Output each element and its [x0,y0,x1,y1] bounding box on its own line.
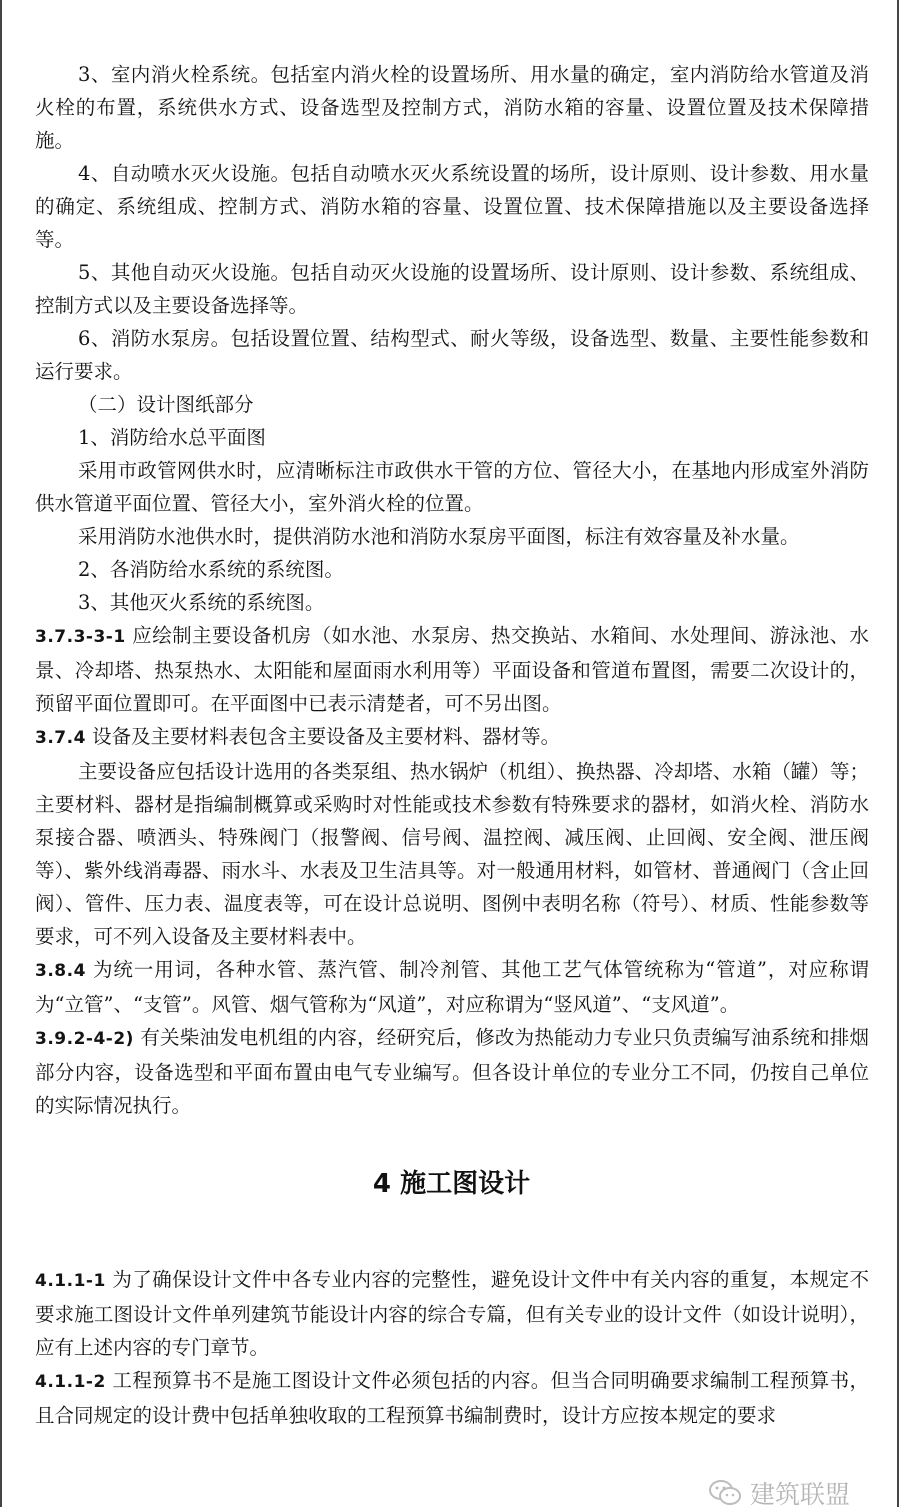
numbered-clause [35,619,869,720]
paragraph: 4、自动喷水灭火设施。包括自动喷水灭火系统设置的场所，设计原则、设计参数、用水量的确定、系统组成、控制方式、消防水箱的容量、设置位置、技术保障措施以及主要设备选择等。 [35,162,869,251]
watermark-text: 建筑联盟 [750,1480,851,1509]
numbered-clause [35,1021,869,1122]
clause-text: 有关柴油发电机组的内容，经研究后，修改为热能动力专业只负责编写油系统和排烟部分内容，设备选型和平面布置由电气专业编写。但各设计单位的专业分工不同，仍按自己单位的实际情况执行。 [35,1026,869,1117]
numbered-clause [35,1364,869,1432]
clause-text: 设备及主要材料表包含主要设备及主要材料、器材等。 [85,725,561,748]
clause-text: 为了确保设计文件中各专业内容的完整性，避免设计文件中有关内容的重复，本规定不要求施工图设计文件单列建筑节能设计内容的综合专篇，但有关专业的设计文件（如设计说明），应有上述内容的专门章节。 [35,1268,869,1359]
clause-number: 3.7.4 [35,728,86,748]
clause-number: 3.7.3-3-1 [35,627,126,647]
paragraph: 主要设备应包括设计选用的各类泵组、热水锅炉（机组）、换热器、冷却塔、水箱（罐）等；主要材料、器材是指编制概算或采购时对性能或技术参数有特殊要求的器材，如消火栓、消防水泵接合器、喷洒头、特殊阀门（报警阀、信号阀、温控阀、减压阀、止回阀、安全阀、泄压阀等）、紫外线消毒器、雨水斗、水表及卫生洁具等。对一般通用材料，如管材、普通阀门（含止回阀）、管件、压力表、温度表等，可在设计总说明、图例中表明名称（符号）、材质、性能参数等要求，可不列入设备及主要材料表中。 [35,760,869,948]
paragraph: 3、室内消火栓系统。包括室内消火栓的设置场所、用水量的确定，室内消防给水管道及消火栓的布置，系统供水方式、设备选型及控制方式，消防水箱的容量、设置位置及技术保障措施。 [35,63,869,152]
document-body-top [35,58,869,1122]
paragraph: 2、各消防给水系统的系统图。 [78,558,344,581]
numbered-clause [35,953,869,1021]
paragraph: 3、其他灭火系统的系统图。 [78,591,325,614]
clause-number: 3.8.4 [35,961,86,981]
watermark [708,1478,850,1508]
paragraph: 采用市政管网供水时，应清晰标注市政供水干管的方位、管径大小，在基地内形成室外消防供水管道平面位置、管径大小，室外消火栓的位置。 [35,459,869,515]
clause-number: 4.1.1-2 [35,1372,106,1392]
clause-number: 3.9.2-4-2) [35,1029,134,1049]
numbered-clause [35,720,869,755]
wechat-icon [708,1479,742,1507]
clause-text: 为统一用词，各种水管、蒸汽管、制冷剂管、其他工艺气体管统称为“管道”，对应称谓为“立管”、“支管”。风管、烟气管称为“风道”，对应称谓为“竖风道”、“支风道”。 [35,958,869,1016]
subsection-title: （二）设计图纸部分 [78,393,254,416]
clause-number: 4.1.1-1 [35,1271,106,1291]
numbered-clause [35,1263,869,1364]
paragraph: 1、消防给水总平面图 [78,426,266,449]
document-body-section4 [35,1263,869,1432]
paragraph: 6、消防水泵房。包括设置位置、结构型式、耐火等级，设备选型、数量、主要性能参数和运行要求。 [35,327,869,383]
chapter-heading: 4 施工图设计 [372,1169,531,1199]
clause-text: 应绘制主要设备机房（如水池、水泵房、热交换站、水箱间、水处理间、游泳池、水景、冷却塔、热泵热水、太阳能和屋面雨水利用等）平面设备和管道布置图，需要二次设计的，预留平面位置即可。在平面图中已表示清楚者，可不另出图。 [35,624,869,715]
paragraph: 采用消防水池供水时，提供消防水池和消防水泵房平面图，标注有效容量及补水量。 [78,525,800,548]
clause-text: 工程预算书不是施工图设计文件必须包括的内容。但当合同明确要求编制工程预算书，且合同规定的设计费中包括单独收取的工程预算书编制费时，设计方应按本规定的要求 [35,1369,869,1427]
paragraph: 5、其他自动灭火设施。包括自动灭火设施的设置场所、设计原则、设计参数、系统组成、控制方式以及主要设备选择等。 [35,261,869,317]
